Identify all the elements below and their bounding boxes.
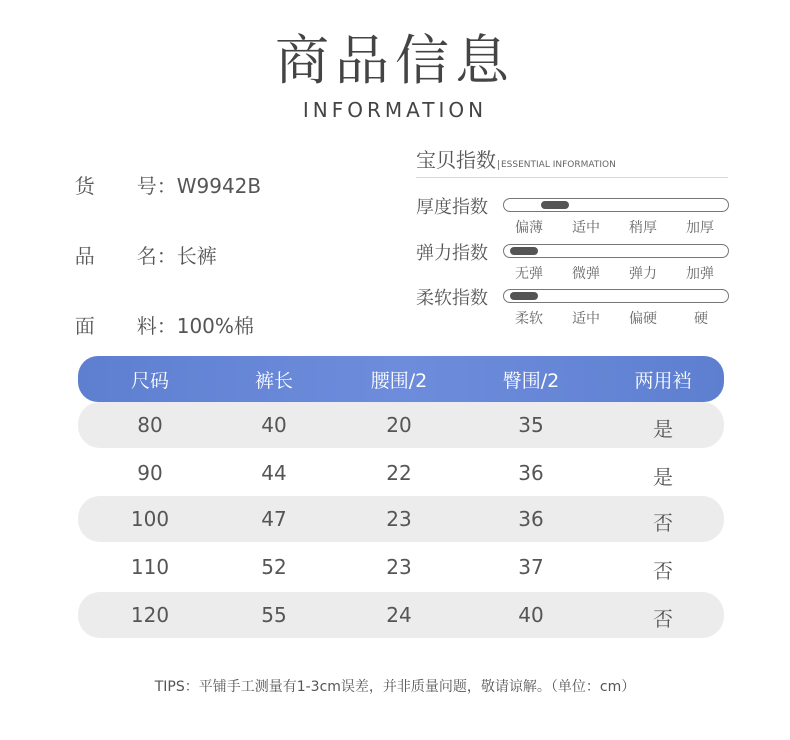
index-name: 弹力指数 [416,243,488,264]
info-label-b: 名： [136,244,177,268]
level-tick: 适中 [572,311,600,327]
level-indicator [510,247,538,255]
table-cell: 22 [386,461,412,485]
table-cell: 35 [518,413,544,437]
table-row [78,402,724,448]
level-tick: 柔软 [515,311,543,327]
level-tick: 无弹 [515,266,543,282]
table-cell: 否 [653,511,673,535]
index-name: 厚度指数 [416,197,488,218]
level-tick: 弹力 [629,266,657,282]
column-header: 两用裆 [634,370,692,392]
level-indicator [541,201,569,209]
level-tick: 偏硬 [629,311,657,327]
level-tick: 适中 [572,220,600,236]
table-cell: 44 [261,461,287,485]
info-item-sku [62,146,261,199]
level-tick: 硬 [694,311,708,327]
level-tick: 偏薄 [515,220,543,236]
level-indicator [510,292,538,300]
info-item-material [62,286,254,339]
column-header: 裤长 [254,370,293,392]
table-cell: 55 [261,603,287,627]
info-item-name [62,216,217,269]
level-tick: 加弹 [686,266,714,282]
table-cell: 52 [261,555,287,579]
table-cell: 110 [130,555,170,579]
index-header [416,144,616,173]
info-label-a: 面 [74,314,95,338]
table-cell: 23 [386,507,412,531]
page-title: 商品信息 [275,29,515,92]
divider [416,177,728,178]
table-cell: 是 [653,417,673,441]
table-cell: 23 [386,555,412,579]
info-value-sku: W9942B [176,174,262,198]
table-cell: 90 [137,461,163,485]
table-cell: 否 [653,607,673,631]
info-label-a: 货 [74,174,95,198]
table-cell: 40 [261,413,287,437]
tips-text: TIPS：平铺手工测量有1-3cm误差，并非质量问题，敬请谅解。（单位：cm） [154,679,636,695]
table-cell: 36 [518,507,544,531]
column-header: 尺码 [130,370,169,392]
index-name: 柔软指数 [416,288,488,309]
level-tick: 稍厚 [629,220,657,236]
table-cell: 100 [130,507,170,531]
table-cell: 否 [653,559,673,583]
table-cell: 120 [130,603,170,627]
table-cell: 37 [518,555,544,579]
table-row [78,496,724,542]
column-header: 臀围/2 [502,370,560,392]
info-value-material: 100%棉 [176,314,254,338]
level-tick: 加厚 [686,220,714,236]
info-value-name: 长裤 [176,244,217,268]
table-cell: 36 [518,461,544,485]
info-label-a: 品 [74,244,95,268]
info-label-b: 号： [136,174,177,198]
level-track [503,244,729,258]
table-cell: 80 [137,413,163,437]
table-cell: 是 [653,465,673,489]
index-subtitle: ESSENTIAL INFORMATION [498,160,616,170]
table-row [78,450,724,496]
level-track [503,289,729,303]
level-track [503,198,729,212]
table-cell: 20 [386,413,412,437]
column-header: 腰围/2 [370,370,428,392]
info-label-b: 料： [136,314,177,338]
table-cell: 47 [261,507,287,531]
level-tick: 微弹 [572,266,600,282]
table-row [78,592,724,638]
table-row [78,544,724,590]
table-cell: 24 [386,603,412,627]
index-title: 宝贝指数 [416,148,496,172]
table-cell: 40 [518,603,544,627]
page-subtitle: INFORMATION [302,98,488,122]
table-header [78,356,724,402]
